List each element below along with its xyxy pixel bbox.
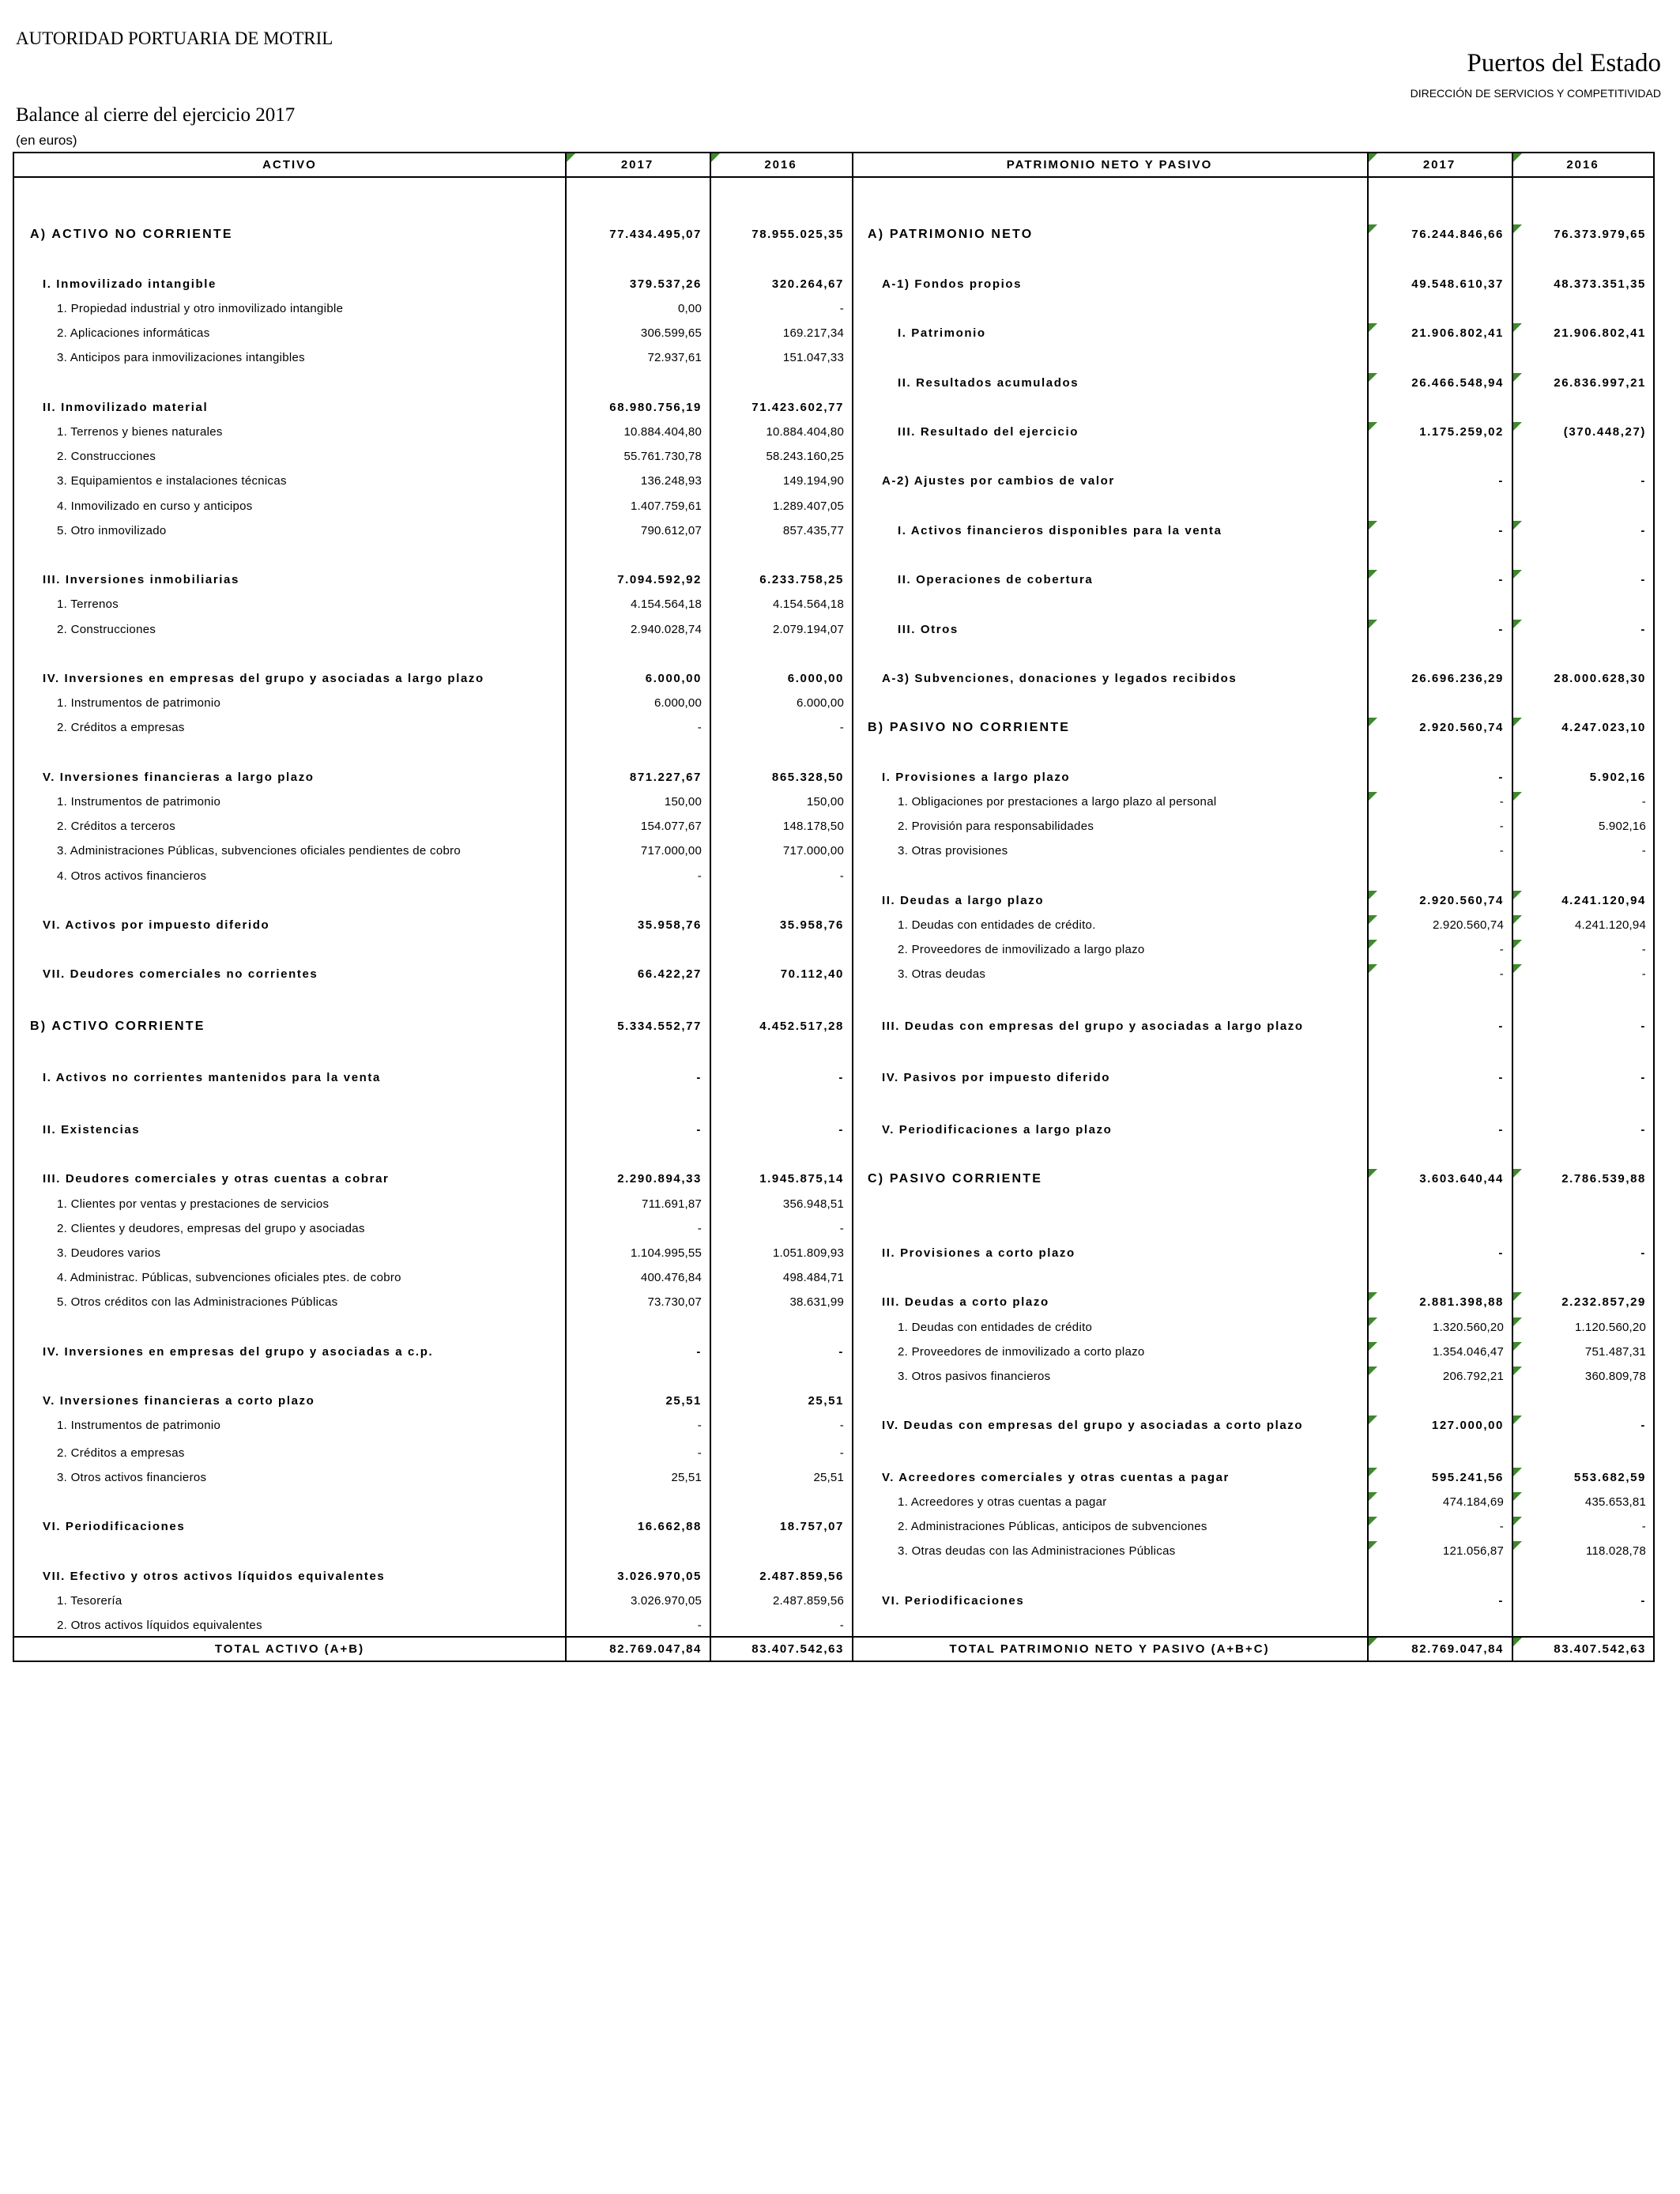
activo-row-2016: 148.178,50 [782,820,844,834]
pasivo-row-label: 3. Otros pasivos financieros [898,1369,1051,1383]
activo-row-2017: 790.612,07 [640,523,702,537]
cell-marker [1369,1367,1377,1375]
units-note: (en euros) [16,133,77,148]
cell-marker [1369,1541,1377,1550]
pasivo-row-2016: 48.373.351,35 [1554,277,1646,291]
cell-marker [1369,964,1377,973]
activo-row-label: 1. Instrumentos de patrimonio [57,795,221,809]
activo-row-2016: - [839,302,844,315]
activo-row-2016: 18.757,07 [779,1520,844,1534]
activo-row-label: 5. Otros créditos con las Administraciones Públicas [57,1295,338,1310]
activo-row-2017: 25,51 [665,1394,702,1408]
activo-row-2017: 150,00 [664,795,702,809]
pasivo-row-2016: 4.241.120,94 [1561,893,1646,907]
activo-row-2016: 6.233.758,25 [759,573,844,587]
pasivo-row-2017: 26.466.548,94 [1411,375,1504,390]
pasivo-row-2016: (370.448,27) [1563,425,1646,439]
activo-row-2017: 717.000,00 [640,844,702,858]
activo-row-label: 1. Instrumentos de patrimonio [57,1419,221,1433]
activo-row-2017: 400.476,84 [640,1271,702,1285]
activo-row-2017: 73.730,07 [647,1295,702,1310]
cell-marker [1513,792,1522,801]
pasivo-row-label: I. Patrimonio [898,326,986,341]
pasivo-row-2016: 76.373.979,65 [1554,228,1646,242]
activo-row-2016: 169.217,34 [782,326,844,341]
organization-name: AUTORIDAD PORTUARIA DE MOTRIL [16,28,333,48]
cell-marker [1513,1492,1522,1501]
activo-row-2017: - [697,1619,702,1633]
activo-row-2017: 66.422,27 [637,967,702,982]
activo-row-label: 2. Construcciones [57,450,156,464]
pasivo-row-2017: - [1498,1071,1504,1085]
cell-marker [1369,422,1377,431]
activo-row-label: 2. Créditos a empresas [57,721,185,735]
activo-row-2017: 6.000,00 [654,696,702,711]
activo-row-2017: 25,51 [671,1470,702,1484]
activo-row-2017: - [696,1122,702,1137]
cell-marker [1369,521,1377,530]
pasivo-row-2017: 2.920.560,74 [1419,721,1504,735]
cell-marker [1369,1342,1377,1351]
pasivo-row-label: B) PASIVO NO CORRIENTE [868,721,1071,735]
activo-row-2016: 4.452.517,28 [759,1019,844,1033]
pasivo-row-2016: - [1641,1520,1646,1534]
pasivo-row-2017: 2.920.560,74 [1419,893,1504,907]
pasivo-row-2017: 121.056,87 [1442,1544,1504,1559]
cell-marker [711,153,720,162]
cell-marker [1369,1468,1377,1476]
pasivo-row-2016: 118.028,78 [1586,1544,1646,1559]
activo-row-2016: 857.435,77 [782,523,844,537]
activo-row-2016: 58.243.160,25 [766,450,844,464]
total-activo-2017: 82.769.047,84 [609,1642,702,1656]
cell-marker [1369,940,1377,948]
pasivo-row-label: III. Resultado del ejercicio [898,425,1079,439]
pasivo-row-2017: 474.184,69 [1442,1495,1504,1510]
activo-row-label: 1. Terrenos y bienes naturales [57,425,223,439]
activo-row-2016: 1.051.809,93 [773,1246,844,1260]
activo-row-label: A) ACTIVO NO CORRIENTE [30,228,233,242]
activo-row-label: 1. Propiedad industrial y otro inmovilizado intangible [57,302,344,315]
activo-row-label: VI. Periodificaciones [43,1520,186,1534]
activo-row-2016: - [839,721,844,735]
pasivo-row-label: 3. Otras provisiones [898,844,1008,858]
activo-row-label: II. Inmovilizado material [43,400,209,414]
column-divider [852,153,853,1661]
pasivo-row-label: A) PATRIMONIO NETO [868,228,1034,242]
pasivo-row-label: I. Activos financieros disponibles para la venta [898,523,1222,537]
activo-row-label: 3. Deudores varios [57,1246,161,1260]
pasivo-row-label: IV. Pasivos por impuesto diferido [882,1071,1110,1085]
cell-marker [1513,718,1522,726]
pasivo-row-2016: - [1641,967,1646,982]
activo-row-label: VII. Deudores comerciales no corrientes [43,967,318,982]
pasivo-row-label: 1. Deudas con entidades de crédito [898,1320,1093,1334]
activo-row-label: 2. Otros activos líquidos equivalentes [57,1619,262,1633]
pasivo-row-2016: - [1640,523,1646,537]
activo-row-2016: 38.631,99 [789,1295,844,1310]
pasivo-row-2017: - [1499,820,1504,834]
cell-marker [1369,1492,1377,1501]
pasivo-row-2016: - [1641,943,1646,957]
activo-row-2017: 379.537,26 [629,277,702,291]
cell-marker [1513,1416,1522,1424]
pasivo-row-label: 3. Otras deudas [898,967,986,982]
column-header-activo: ACTIVO [262,158,317,172]
pasivo-row-2016: 5.902,16 [1589,770,1646,784]
activo-row-label: II. Existencias [43,1122,141,1137]
pasivo-row-label: A-3) Subvenciones, donaciones y legados recibidos [882,672,1237,685]
activo-row-2017: 711.691,87 [642,1197,702,1211]
activo-row-label: 4. Inmovilizado en curso y anticipos [57,499,253,513]
activo-row-2017: 3.026.970,05 [617,1569,702,1583]
activo-row-label: 5. Otro inmovilizado [57,523,167,537]
pasivo-row-2016: - [1640,1071,1646,1085]
activo-row-2016: 1.289.407,05 [773,499,844,513]
pasivo-row-label: 1. Acreedores y otras cuentas a pagar [898,1495,1107,1510]
activo-row-label: 2. Créditos a empresas [57,1446,185,1460]
activo-row-2017: 306.599,65 [640,326,702,341]
activo-row-label: I. Activos no corrientes mantenidos para la venta [43,1071,381,1085]
pasivo-row-label: VI. Periodificaciones [882,1593,1025,1608]
pasivo-row-2016: - [1641,844,1646,858]
pasivo-row-2017: 2.881.398,88 [1419,1295,1504,1310]
activo-row-label: 2. Aplicaciones informáticas [57,326,210,341]
activo-row-2016: 35.958,76 [779,918,844,932]
activo-row-label: IV. Inversiones en empresas del grupo y asociadas a c.p. [43,1344,434,1359]
activo-row-2017: - [697,1419,702,1433]
pasivo-row-label: III. Deudas a corto plazo [882,1295,1049,1310]
activo-row-2017: 35.958,76 [637,918,702,932]
pasivo-row-2016: 5.902,16 [1599,820,1646,834]
total-pasivo-2017: 82.769.047,84 [1411,1642,1504,1656]
cell-marker [1513,1342,1522,1351]
activo-row-2017: 136.248,93 [640,474,702,488]
cell-marker [1369,718,1377,726]
activo-row-2016: 6.000,00 [787,672,844,685]
activo-row-2016: 70.112,40 [780,967,844,982]
pasivo-row-2016: 553.682,59 [1573,1470,1646,1484]
balance-sheet-table [13,152,1655,1662]
pasivo-row-2017: - [1498,1593,1504,1608]
activo-row-label: 3. Administraciones Públicas, subvenciones oficiales pendientes de cobro [57,844,461,858]
activo-row-2016: 2.079.194,07 [773,622,844,636]
activo-row-2016: 717.000,00 [782,844,844,858]
total-activo-2016: 83.407.542,63 [751,1642,844,1656]
pasivo-row-2016: 2.786.539,88 [1561,1172,1646,1186]
cell-marker [1513,422,1522,431]
activo-row-label: III. Inversiones inmobiliarias [43,573,239,587]
pasivo-row-2017: - [1498,622,1504,636]
activo-row-label: 1. Instrumentos de patrimonio [57,696,221,711]
pasivo-row-label: II. Deudas a largo plazo [882,893,1045,907]
pasivo-row-2016: - [1640,1246,1646,1260]
activo-row-2017: 6.000,00 [645,672,702,685]
activo-row-2016: 4.154.564,18 [773,598,844,612]
pasivo-row-2016: 21.906.802,41 [1554,326,1646,341]
pasivo-row-2017: - [1498,770,1504,784]
pasivo-row-2016: 2.232.857,29 [1561,1295,1646,1310]
cell-marker [1513,1468,1522,1476]
activo-row-label: 2. Créditos a terceros [57,820,175,834]
pasivo-row-2017: - [1499,943,1504,957]
activo-row-2017: 68.980.756,19 [609,400,702,414]
cell-marker [1513,1541,1522,1550]
activo-row-label: 2. Clientes y deudores, empresas del grupo y asociadas [57,1221,365,1235]
pasivo-row-2017: - [1498,523,1504,537]
cell-marker [567,153,575,162]
total-pasivo-label: TOTAL PATRIMONIO NETO Y PASIVO (A+B+C) [949,1642,1270,1656]
pasivo-row-2017: 2.920.560,74 [1433,918,1504,932]
cell-marker [1513,964,1522,973]
pasivo-row-label: 3. Otras deudas con las Administraciones Públicas [898,1544,1176,1559]
pasivo-row-label: II. Resultados acumulados [898,375,1079,390]
pasivo-row-2016: - [1640,573,1646,587]
activo-row-label: 4. Administrac. Públicas, subvenciones oficiales ptes. de cobro [57,1271,401,1285]
pasivo-row-2017: 1.354.046,47 [1433,1344,1504,1359]
activo-row-2016: 149.194,90 [782,474,844,488]
cell-marker [1369,1517,1377,1525]
total-pasivo-2016: 83.407.542,63 [1554,1642,1646,1656]
pasivo-row-2017: - [1498,1122,1504,1137]
activo-row-2016: 865.328,50 [771,770,844,784]
pasivo-row-label: A-1) Fondos propios [882,277,1023,291]
pasivo-row-2017: 26.696.236,29 [1411,672,1504,685]
pasivo-row-2017: - [1499,967,1504,982]
cell-marker [1369,1169,1377,1178]
cell-marker [1369,620,1377,628]
cell-marker [1513,1517,1522,1525]
pasivo-row-label: C) PASIVO CORRIENTE [868,1172,1043,1186]
pasivo-row-2017: 3.603.640,44 [1419,1172,1504,1186]
activo-row-2016: 78.955.025,35 [751,228,844,242]
activo-row-label: B) ACTIVO CORRIENTE [30,1019,205,1033]
activo-row-2017: 4.154.564,18 [631,598,702,612]
pasivo-row-label: A-2) Ajustes por cambios de valor [882,474,1115,488]
activo-row-label: 2. Construcciones [57,622,156,636]
activo-row-label: 1. Tesorería [57,1593,122,1608]
cell-marker [1513,323,1522,332]
activo-row-label: V. Inversiones financieras a corto plazo [43,1394,315,1408]
pasivo-row-2017: - [1498,1246,1504,1260]
pasivo-row-label: 2. Proveedores de inmovilizado a largo plazo [898,943,1145,957]
activo-row-2016: 151.047,33 [782,351,844,365]
pasivo-row-2016: - [1640,1122,1646,1137]
activo-row-2016: 498.484,71 [782,1271,844,1285]
pasivo-row-2016: 360.809,78 [1584,1369,1646,1383]
cell-marker [1369,1416,1377,1424]
column-header-2016-right: 2016 [1566,158,1599,172]
pasivo-row-label: II. Provisiones a corto plazo [882,1246,1075,1260]
cell-marker [1369,323,1377,332]
activo-row-2016: - [839,1446,844,1460]
cell-marker [1513,521,1522,530]
pasivo-row-2016: 1.120.560,20 [1575,1320,1646,1334]
pasivo-row-label: 1. Obligaciones por prestaciones a largo plazo al personal [898,795,1217,809]
activo-row-2016: 356.948,51 [782,1197,844,1211]
cell-marker [1369,915,1377,924]
activo-row-label: 1. Clientes por ventas y prestaciones de servicios [57,1197,330,1211]
cell-marker [1513,224,1522,233]
activo-row-label: 3. Equipamientos e instalaciones técnicas [57,474,287,488]
cell-marker [1513,1638,1522,1646]
pasivo-row-2016: 26.836.997,21 [1554,375,1646,390]
pasivo-row-label: V. Acreedores comerciales y otras cuentas a pagar [882,1470,1230,1484]
activo-row-2016: - [838,1071,844,1085]
cell-marker [1369,1318,1377,1326]
cell-marker [1513,940,1522,948]
activo-row-2017: 10.884.404,80 [623,425,702,439]
pasivo-row-2017: 127.000,00 [1431,1419,1504,1433]
activo-row-2017: - [697,869,702,883]
pasivo-row-2016: 435.653,81 [1584,1495,1646,1510]
activo-row-2016: 320.264,67 [771,277,844,291]
cell-marker [1513,570,1522,579]
activo-row-2016: 2.487.859,56 [773,1593,844,1608]
pasivo-row-2016: - [1640,474,1646,488]
pasivo-row-2017: 49.548.610,37 [1411,277,1504,291]
activo-row-2016: 2.487.859,56 [759,1569,844,1583]
brand-title: Puertos del Estado [1467,49,1661,77]
document-title: Balance al cierre del ejercicio 2017 [16,104,296,126]
activo-row-label: 3. Otros activos financieros [57,1470,207,1484]
cell-marker [1369,570,1377,579]
activo-row-2017: - [697,721,702,735]
cell-marker [1369,373,1377,382]
cell-marker [1513,1367,1522,1375]
column-header-2017-right: 2017 [1422,158,1456,172]
cell-marker [1513,915,1522,924]
activo-row-2017: 16.662,88 [637,1520,702,1534]
activo-row-2017: - [697,1221,702,1235]
activo-row-2017: 2.940.028,74 [631,622,702,636]
activo-row-label: VI. Activos por impuesto diferido [43,918,270,932]
cell-marker [1513,1318,1522,1326]
activo-row-2016: - [839,1619,844,1633]
activo-row-2017: 1.407.759,61 [631,499,702,513]
cell-marker [1369,153,1377,162]
pasivo-row-2017: - [1499,795,1504,809]
activo-row-2016: - [839,869,844,883]
activo-row-2017: 77.434.495,07 [609,228,702,242]
column-header-2016-left: 2016 [764,158,797,172]
pasivo-row-2017: - [1498,1019,1504,1033]
activo-row-2016: 150,00 [806,795,844,809]
activo-row-2017: 3.026.970,05 [631,1593,702,1608]
activo-row-2017: 5.334.552,77 [617,1019,702,1033]
activo-row-2016: 25,51 [813,1470,844,1484]
column-header-patrimonio-pasivo: PATRIMONIO NETO Y PASIVO [1006,158,1213,172]
pasivo-row-2017: 206.792,21 [1442,1369,1504,1383]
pasivo-row-2016: - [1640,1419,1646,1433]
activo-row-label: V. Inversiones financieras a largo plazo [43,770,315,784]
cell-marker [1369,224,1377,233]
pasivo-row-label: 1. Deudas con entidades de crédito. [898,918,1096,932]
cell-marker [1513,373,1522,382]
pasivo-row-2017: 21.906.802,41 [1411,326,1504,341]
activo-row-2017: 55.761.730,78 [623,450,702,464]
brand-subtitle: DIRECCIÓN DE SERVICIOS Y COMPETITIVIDAD [1410,87,1661,100]
pasivo-row-label: 2. Administraciones Públicas, anticipos de subvenciones [898,1520,1207,1534]
activo-row-2017: 7.094.592,92 [617,573,702,587]
activo-row-2016: - [839,1419,844,1433]
pasivo-row-2016: 28.000.628,30 [1554,672,1646,685]
pasivo-row-label: 2. Provisión para responsabilidades [898,820,1094,834]
pasivo-row-2017: 1.175.259,02 [1419,425,1504,439]
activo-row-2016: - [838,1344,844,1359]
cell-marker [1513,1169,1522,1178]
pasivo-row-2016: 4.247.023,10 [1561,721,1646,735]
cell-marker [1513,891,1522,899]
activo-row-2016: - [838,1122,844,1137]
cell-marker [1369,891,1377,899]
activo-row-label: I. Inmovilizado intangible [43,277,217,291]
activo-row-2016: 6.000,00 [797,696,844,711]
activo-row-2016: 71.423.602,77 [751,400,844,414]
pasivo-row-2016: - [1641,795,1646,809]
activo-row-label: III. Deudores comerciales y otras cuentas a cobrar [43,1172,390,1186]
pasivo-row-label: III. Otros [898,622,959,636]
pasivo-row-2016: - [1640,1593,1646,1608]
pasivo-row-2016: - [1640,622,1646,636]
pasivo-row-label: I. Provisiones a largo plazo [882,770,1071,784]
cell-marker [1369,1292,1377,1301]
activo-row-2017: - [697,1446,702,1460]
activo-row-2016: - [839,1221,844,1235]
pasivo-row-2016: - [1640,1019,1646,1033]
cell-marker [1513,153,1522,162]
activo-row-label: IV. Inversiones en empresas del grupo y asociadas a largo plazo [43,672,484,685]
pasivo-row-2016: 751.487,31 [1584,1344,1646,1359]
pasivo-row-2017: 1.320.560,20 [1433,1320,1504,1334]
activo-row-label: VII. Efectivo y otros activos líquidos equivalentes [43,1569,386,1583]
activo-row-2016: 25,51 [808,1394,844,1408]
pasivo-row-2016: 4.241.120,94 [1575,918,1646,932]
cell-marker [1513,620,1522,628]
cell-marker [1513,1292,1522,1301]
pasivo-row-2017: - [1499,844,1504,858]
pasivo-row-label: 2. Proveedores de inmovilizado a corto plazo [898,1344,1145,1359]
activo-row-label: 1. Terrenos [57,598,119,612]
activo-row-label: 3. Anticipos para inmovilizaciones intangibles [57,351,305,365]
activo-row-2017: 871.227,67 [629,770,702,784]
activo-row-2017: - [696,1344,702,1359]
column-header-2017-left: 2017 [620,158,654,172]
pasivo-row-2017: - [1498,573,1504,587]
activo-row-2017: 0,00 [678,302,702,315]
pasivo-row-2017: 595.241,56 [1431,1470,1504,1484]
activo-row-2017: 72.937,61 [647,351,702,365]
total-activo-label: TOTAL ACTIVO (A+B) [214,1642,365,1656]
pasivo-row-2017: - [1498,474,1504,488]
activo-row-2017: - [696,1071,702,1085]
pasivo-row-label: IV. Deudas con empresas del grupo y asociadas a corto plazo [882,1419,1304,1433]
cell-marker [1369,1638,1377,1646]
activo-row-2017: 154.077,67 [640,820,702,834]
activo-row-2017: 1.104.995,55 [631,1246,702,1260]
pasivo-row-label: III. Deudas con empresas del grupo y asociadas a largo plazo [882,1019,1304,1033]
pasivo-row-2017: 76.244.846,66 [1411,228,1504,242]
pasivo-row-label: V. Periodificaciones a largo plazo [882,1122,1113,1137]
cell-marker [1369,792,1377,801]
pasivo-row-2017: - [1499,1520,1504,1534]
pasivo-row-label: II. Operaciones de cobertura [898,573,1094,587]
activo-row-2017: 2.290.894,33 [617,1172,702,1186]
activo-row-label: 4. Otros activos financieros [57,869,207,883]
activo-row-2016: 10.884.404,80 [766,425,844,439]
activo-row-2016: 1.945.875,14 [759,1172,844,1186]
